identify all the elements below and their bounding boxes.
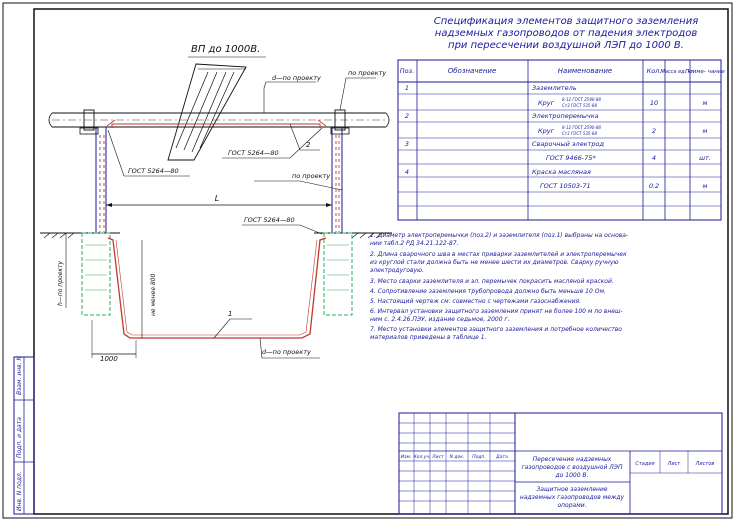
spec-row-2-std1: 8-12 ГОСТ 2590-88 bbox=[562, 125, 601, 130]
spec-row-2-pos: 2 bbox=[404, 112, 410, 120]
dim-l-label: L bbox=[214, 194, 220, 203]
vl-label: ВП до 1000В. bbox=[191, 44, 261, 55]
spec-header-note: Приме- чание bbox=[685, 69, 725, 75]
gost-5264-label-b: ГОСТ 5264—80 bbox=[128, 167, 179, 175]
ground-hatch bbox=[44, 233, 382, 238]
note-line-12: материалов приведены в таблице 1. bbox=[370, 334, 487, 341]
note-line-5: электродуговую. bbox=[370, 267, 424, 274]
tb-sheets: Листов bbox=[695, 461, 715, 467]
spec-row-1-qty: 10 bbox=[649, 99, 659, 107]
tb-header-list: Лист bbox=[432, 455, 444, 460]
support-left bbox=[80, 110, 106, 233]
tb-header-ndok: N док. bbox=[449, 455, 465, 460]
spec-row-1-name: Заземлитель bbox=[532, 84, 577, 92]
tb-header-data: Дата bbox=[496, 455, 508, 460]
spec-row-4-sub: ГОСТ 10503-71 bbox=[540, 182, 591, 190]
spec-row-1-note: м bbox=[702, 99, 708, 107]
tb-name-line-1: Пересечение надземных bbox=[532, 456, 612, 463]
note-line-3: 2. Длина сварочного шва в местах приварки заземлителей и электроперемычек bbox=[370, 251, 627, 258]
label-2: 2 bbox=[306, 141, 311, 149]
side-stamp-label-3: Инв. N подл. bbox=[16, 471, 23, 511]
power-line-symbol bbox=[168, 64, 246, 160]
tb-header-podp: Подп. bbox=[472, 455, 486, 460]
spec-row-2-sub: Круг bbox=[538, 127, 555, 135]
spec-row-4-qty: 0.2 bbox=[648, 182, 660, 190]
tb-header-izm: Изм. bbox=[400, 455, 412, 460]
outer-border bbox=[3, 3, 732, 518]
notes-block bbox=[370, 232, 628, 341]
side-stamp-label-1: Взам. инв. N bbox=[16, 356, 23, 395]
note-line-2: нии табл.2 РД 34.21.122-87. bbox=[370, 240, 459, 247]
note-line-9: 6. Интервал установки защитного заземления принят не более 100 м по внеш- bbox=[370, 308, 623, 315]
note-line-11: 7. Место установки элементов защитного заземления и потребное количество bbox=[370, 326, 622, 333]
tb-sub-line-3: опорами. bbox=[557, 502, 587, 509]
spec-row-1-std2: Ст3 ГОСТ 535-88 bbox=[562, 103, 597, 108]
support-right bbox=[331, 110, 349, 233]
note-line-10: ним с. 2.4.26.ПЭУ, издание седьмое, 2000 г. bbox=[370, 316, 510, 323]
spec-row-1-pos: 1 bbox=[404, 84, 410, 92]
spec-header-mass: Масса ед. кг bbox=[660, 69, 694, 75]
spec-title-line-1: Спецификация элементов защитного заземления bbox=[433, 16, 699, 27]
not-less-800-label: не менее 800 bbox=[150, 273, 157, 316]
spec-row-4-name: Краска масляная bbox=[532, 168, 591, 176]
spec-header-qty: Кол. bbox=[646, 67, 662, 75]
gost-5264-label-a: ГОСТ 5264—80 bbox=[228, 149, 279, 157]
spec-table bbox=[398, 60, 725, 220]
tb-name-line-2: газопроводов с воздушной ЛЭП bbox=[521, 464, 623, 471]
side-stamp bbox=[14, 356, 34, 514]
crossing-drawing bbox=[40, 44, 392, 363]
dim-1000-label: 1000 bbox=[100, 355, 118, 363]
spec-title bbox=[434, 16, 698, 51]
d-by-project-bottom-label: d—по проекту bbox=[262, 348, 311, 356]
spec-row-3-sub: ГОСТ 9466-75* bbox=[546, 154, 596, 162]
by-project-label-2: по проекту bbox=[292, 172, 331, 180]
note-line-7: 4. Сопротивление заземления трубопровода должно быть меньше 10 Ом. bbox=[370, 288, 606, 295]
spec-row-3-pos: 3 bbox=[404, 140, 410, 148]
gost-5264-label-c: ГОСТ 5264—80 bbox=[244, 216, 295, 224]
spec-row-3-name: Сварочный электрод bbox=[532, 140, 604, 148]
spec-row-1-std1: 8-12 ГОСТ 2590-88 bbox=[562, 97, 601, 102]
note-line-8: 5. Настоящий чертеж см. совместно с чертежами газоснабжения. bbox=[370, 298, 582, 305]
note-line-1: 1. Диаметр электроперемычки (поз.2) и заземлителя (поз.1) выбраны на основа- bbox=[370, 232, 629, 239]
spec-row-4-note: м bbox=[702, 182, 708, 190]
tb-header-kol: Кол.уч. bbox=[413, 455, 431, 460]
spec-title-line-3: при пересечении воздушной ЛЭП до 1000 В. bbox=[448, 40, 684, 51]
spec-title-line-2: надземных газопроводов от падения электродов bbox=[434, 28, 698, 39]
spec-row-2-qty: 2 bbox=[651, 127, 657, 135]
tb-sub-line-1: Защитное заземление bbox=[536, 486, 608, 493]
tb-stage: Стадия bbox=[635, 461, 655, 467]
side-stamp-label-2: Подп. и дата bbox=[16, 417, 23, 458]
spec-row-2-std2: Ст3 ГОСТ 535-88 bbox=[562, 131, 597, 136]
spec-header-name: Наименование bbox=[557, 67, 613, 75]
spec-row-4-pos: 4 bbox=[404, 168, 410, 176]
spec-row-1-sub: Круг bbox=[538, 99, 555, 107]
spec-row-2-note: м bbox=[702, 127, 708, 135]
spec-row-3-note: шт. bbox=[699, 154, 711, 162]
tb-name-line-3: до 1000 В. bbox=[555, 472, 589, 479]
tb-sheet: Лист bbox=[667, 461, 681, 467]
spec-header-pos: Поз. bbox=[399, 67, 415, 75]
tb-sub-line-2: надземных газопроводов между bbox=[519, 494, 625, 501]
label-1: 1 bbox=[228, 310, 233, 318]
d-by-project-top-label: d—по проекту bbox=[272, 74, 321, 82]
note-line-4: из круглой стали должна быть не менее шести их диаметров. Сварку ручную bbox=[370, 259, 619, 266]
h-by-project-label: h—по проекту bbox=[57, 260, 64, 306]
trench-grounding-conductor bbox=[108, 238, 326, 338]
spec-header-designation: Обозначение bbox=[447, 67, 497, 75]
title-block bbox=[399, 413, 722, 514]
by-project-label-1: по проекту bbox=[348, 69, 387, 77]
spec-row-3-qty: 4 bbox=[651, 154, 657, 162]
spec-row-2-name: Электроперемычка bbox=[532, 112, 599, 120]
note-line-6: 3. Место сварки заземлителя и эл. перемычек покрасить масляной краской. bbox=[370, 278, 614, 285]
